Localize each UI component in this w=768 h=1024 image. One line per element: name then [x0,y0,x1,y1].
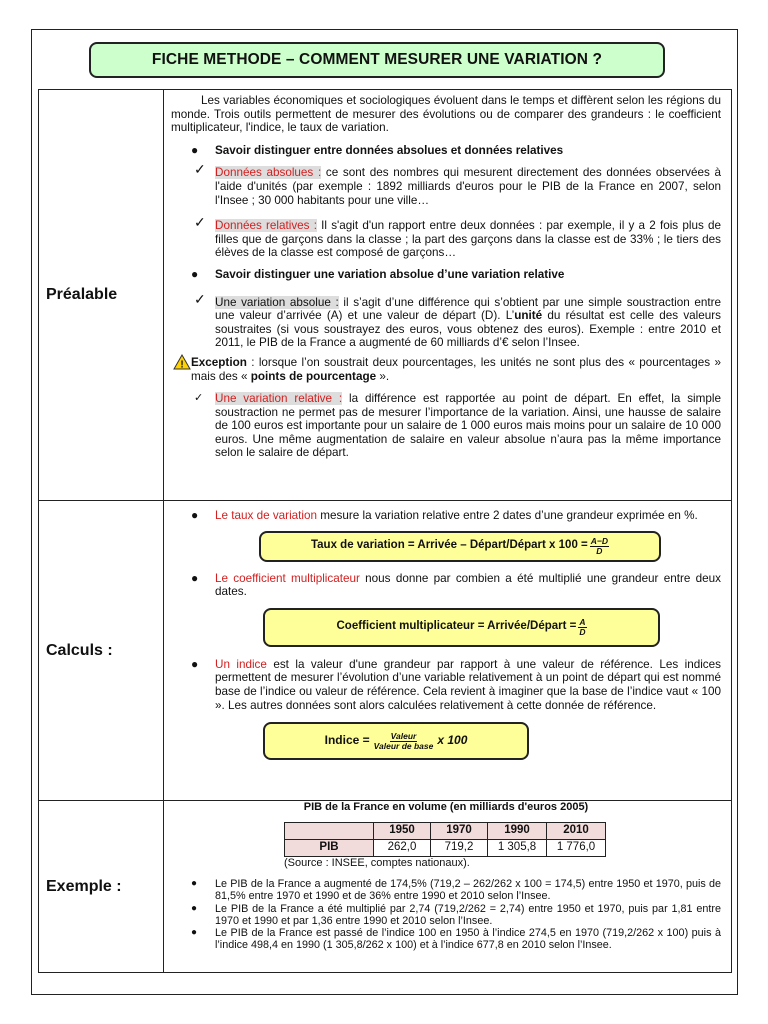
term-variation-relative: Une variation relative : [215,392,343,406]
bullet-dot-icon: ● [191,878,198,890]
year-cell: 2010 [547,822,606,839]
prealable-label: Préalable [39,90,164,501]
variation-relative [171,392,721,460]
year-cell: 1990 [488,822,547,839]
bullet-dot-icon: ● [191,656,199,671]
value-cell: 262,0 [374,839,431,856]
coef-formula: Coefficient multiplicateur = Arrivée/Départ = [336,620,577,633]
coefficient-multiplicateur [171,572,721,599]
exemple-content [164,801,732,973]
donnees-relatives-text: Il s'agit d'un rapport entre deux données : par exemple, il y a 2 fois plus de filles que de garçons dans la classe ; la part des garçons dans la classe est de 33% ; le tiers des élèves de la classe est composé de garçons… [215,219,721,260]
example-text: Le PIB de la France est passé de l’indice 100 en 1950 à l’indice 274,5 en 1970 (719,2/262 x 100) puis à l’indice 498,4 en 1990 (1 305,8/262 x 100) et à l’indice 677,8 en 2010 selon l’Insee. [215,927,721,952]
unite-bold: unité [514,309,543,323]
prealable-content [164,90,732,501]
variation-relative-text: la différence est rapportée au point de départ. En effet, la simple soustraction ne permet pas de mesurer l’importance de la variation. Ainsi, une hausse de salaire de 100 euros est importante pour un salaire de 1 000 euros mais moins pour un salaire de 10 000 euros. Une même augmentation de salaire en valeur absolue n’aura pas la même importance selon le salaire de départ. [215,392,721,460]
variation-absolue-text: il s’agit d’une différence qui s’obtient par une simple soustraction entre une valeur d’arrivée (A) et une valeur de départ (D). L’ [215,295,721,323]
bullet-dot-icon: ● [191,902,198,914]
method-table [38,89,732,973]
bullet-variation [171,268,721,282]
indice-fraction [374,732,434,751]
pib-table-title: PIB de la France en volume (en milliards d'euros 2005) [303,801,589,813]
prealable-row [39,90,732,501]
pib-table [284,822,606,857]
frac-den: D [596,545,603,556]
points-de-pourcentage: points de pourcentage [250,369,377,383]
exception-text: : lorsque l’on soustrait deux pourcentages, les unités ne sont plus des « pourcentages » mais des « [191,355,721,383]
donnees-absolues-text: ce sont des nombres qui mesurent directement des données observées à l'aide d'unités (par exemple : 1892 milliards d'euros pour le PIB de la France en 2007, selon l'Insee ; 30 000 habitants pour une ville… [215,166,722,207]
checkmark-icon: ✓ [194,290,206,307]
bullet-heading: Savoir distinguer une variation absolue d’une variation relative [215,267,565,281]
intro-paragraph: Les variables économiques et sociologiques évoluent dans le temps et diffèrent selon les régions du monde. Trois outils permettent de mesurer des évolutions ou de comparer des grandeurs : le coefficient multiplicateur, l'indice, le taux de variation. [171,94,721,135]
calculs-content [164,501,732,801]
bullet-dot-icon: ● [191,266,199,281]
indice-formula: Indice = [324,733,370,748]
frac-den: D [579,626,586,637]
pib-row-label: PIB [285,839,374,856]
exception-text-end: ». [376,369,390,383]
donnees-relatives [171,214,721,260]
coef-text: nous donne par combien a été multiplié une grandeur entre deux dates. [215,571,721,599]
table-source: (Source : INSEE, comptes nationaux). [284,856,470,869]
pib-corner-cell [285,822,374,839]
frac-num: Valeur [390,730,417,741]
pib-value-row [285,839,606,856]
variation-absolue-text-2: du résultat est celle des valeurs soustraites (si vous soustrayez des euros, vous obtenez des euros). Exemple : entre 2010 et 2011, le PIB de la France a augmenté de 60 milliards d’€ selon l’Insee. [215,309,721,350]
calculs-row [39,501,732,801]
value-cell: 719,2 [431,839,488,856]
coef-formula-box [263,608,660,647]
term-donnees-absolues: Données absolues : [215,166,322,180]
year-cell: 1970 [431,822,488,839]
variation-absolue [171,290,721,350]
example-list [171,878,721,951]
taux-text: mesure la variation relative entre 2 dates d’une grandeur exprimée en %. [317,509,698,522]
term-variation-absolue: Une variation absolue : [215,295,339,309]
exception-note [171,356,721,383]
term-coefficient: Le coefficient multiplicateur [215,571,360,585]
exemple-row [39,801,732,973]
year-cell: 1950 [374,822,431,839]
bullet-dot-icon: ● [191,142,199,157]
calculs-label: Calculs : [39,501,164,801]
warning-icon [173,354,191,370]
list-item [171,878,721,902]
svg-text:!: ! [180,359,184,370]
bullet-heading: Savoir distinguer entre données absolues et données relatives [215,143,564,157]
value-cell: 1 776,0 [547,839,606,856]
term-taux-variation: Le taux de variation [215,509,318,522]
donnees-absolues [171,161,722,207]
page-title: FICHE METHODE – COMMENT MESURER UNE VARIATION ? [89,42,665,78]
taux-formula-box [259,531,661,562]
taux-variation [171,509,721,523]
list-item [171,903,721,927]
checkmark-icon: ✓ [194,214,206,231]
example-text: Le PIB de la France a été multiplié par 2,74 (719,2/262 = 2,74) entre 1950 et 1970, puis par 1,81 entre 1970 et 1990 et par 1,36 entre 1990 et 2010 selon l’Insee. [215,902,721,927]
bullet-absolute-relative [171,144,721,158]
bullet-dot-icon: ● [191,570,199,585]
taux-fraction [590,537,609,556]
bullet-dot-icon: ● [191,927,198,938]
exemple-label: Exemple : [39,801,164,973]
list-item [171,927,721,951]
indice-formula-box [263,722,529,760]
indice [171,658,721,712]
taux-formula: Taux de variation = Arrivée – Départ/Départ x 100 = [310,539,588,552]
checkmark-icon: ✓ [194,161,206,178]
value-cell: 1 305,8 [488,839,547,856]
coef-fraction [578,618,586,637]
frac-den: Valeur de base [373,740,434,751]
exception-bold: Exception [191,355,247,369]
checkmark-icon: ✓ [194,392,204,405]
example-text: Le PIB de la France a augmenté de 174,5% (719,2 – 262/262 x 100 = 174,5) entre 1950 et 1970, puis de 81,5% entre 1970 et 1990 et de 36% entre 1990 et 2010 selon l’Insee. [215,878,721,903]
bullet-dot-icon: ● [191,508,199,522]
indice-suffix: x 100 [437,733,468,748]
term-indice: Un indice [215,657,267,671]
indice-text: est la valeur d'une grandeur par rapport à une valeur de référence. Les indices permettent de mesurer l’évolution d’une variable relativement à un point de départ qui est nommé base de l’indice ou valeur de référence. Cela revient à imaginer que la base de l’indice vaut « 100 ». Les autres données sont alors calculées relativement à cette donnée de référence. [215,657,721,712]
term-donnees-relatives: Données relatives : [215,219,317,233]
frac-num: A [579,616,586,627]
frac-num: A−D [590,535,608,546]
pib-header-row [285,822,606,839]
